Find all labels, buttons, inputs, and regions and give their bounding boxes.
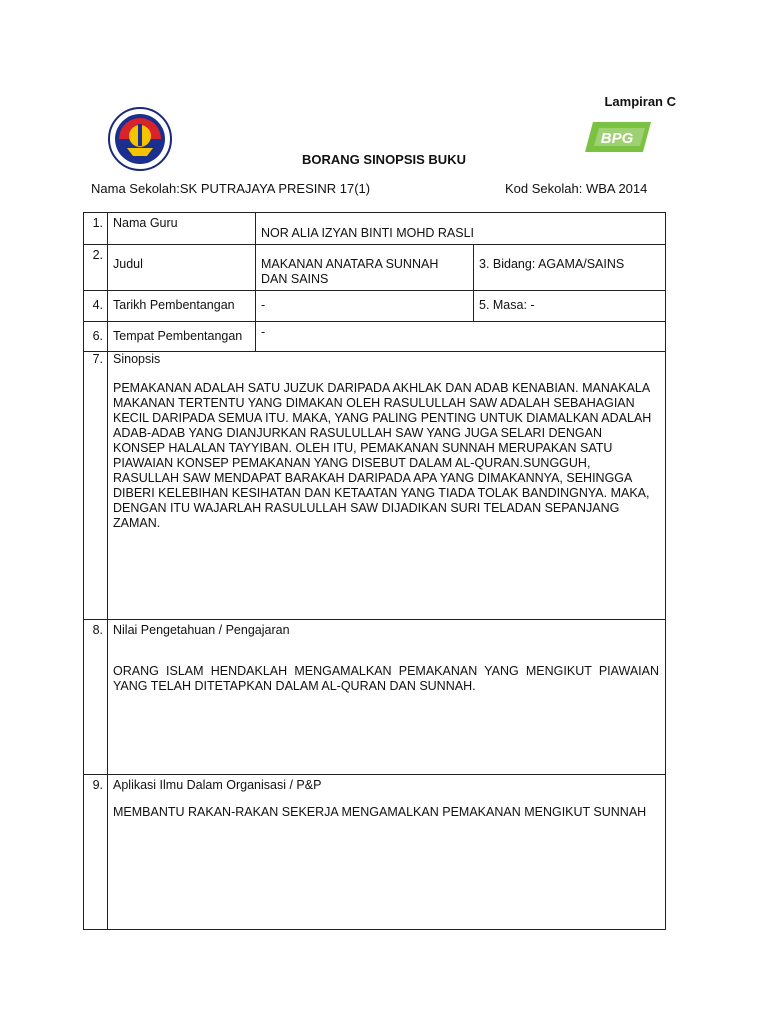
sinopsis-cell bbox=[108, 352, 666, 620]
row-number: 8. bbox=[84, 620, 108, 775]
title-value: MAKANAN ANATARA SUNNAH DAN SAINS bbox=[256, 245, 474, 291]
school-code: Kod Sekolah: WBA 2014 bbox=[505, 181, 648, 196]
masa-value: 5. Masa: - bbox=[474, 291, 666, 322]
field-label: Nama Guru bbox=[108, 213, 256, 245]
teacher-name-value: NOR ALIA IZYAN BINTI MOHD RASLI bbox=[256, 213, 666, 245]
sinopsis-text: PEMAKANAN ADALAH SATU JUZUK DARIPADA AKHLAK DAN ADAB KENABIAN. MANAKALA MAKANAN TERTENTU YANG DIMAKAN OLEH RASULULLAH SAW ADALAH SEBAHAGIAN KECIL DARIPADA SEMUA ITU. MAKA, YANG PALING PENTING UNTUK DIAMALKAN ADALAH ADAB-ADAB YANG DIANJURKAN RASULULLAH SAW YANG JUGA SELARI DENGAN KONSEP HALALAN TAYYIBAN. OLEH ITU, PEMAKANAN SUNNAH MERUPAKAN SATU PIAWAIAN KONSEP PEMAKANAN YANG DISEBUT DALAM AL-QURAN.SUNGGUH, RASULLAH SAW MENDAPAT BARAKAH DARIPADA APA YANG DIMAKANNYA, SEHINGGA DIBERI KELEBIHAN KESIHATAN DAN KETAATAN YANG TIADA TOLAK BANDINGNYA. MAKA, DENGAN ITU WAJARLAH RASULULLAH SAW DIJADIKAN SURI TELADAN SEPANJANG ZAMAN. bbox=[113, 381, 652, 530]
row-aplikasi bbox=[84, 775, 666, 930]
school-name: Nama Sekolah:SK PUTRAJAYA PRESINR 17(1) bbox=[91, 181, 371, 196]
field-label: Aplikasi Ilmu Dalam Organisasi / P&P bbox=[113, 778, 322, 792]
aplikasi-cell bbox=[108, 775, 666, 930]
row-tarikh bbox=[84, 291, 666, 322]
field-label: Nilai Pengetahuan / Pengajaran bbox=[113, 623, 290, 637]
venue-value: - bbox=[256, 322, 666, 352]
synopsis-form-table bbox=[83, 212, 666, 930]
row-sinopsis bbox=[84, 352, 666, 620]
date-value: - bbox=[256, 291, 474, 322]
field-label: Judul bbox=[108, 245, 256, 291]
row-tempat bbox=[84, 322, 666, 352]
lampiran-label: Lampiran C bbox=[604, 94, 676, 109]
bidang-value: 3. Bidang: AGAMA/SAINS bbox=[474, 245, 666, 291]
row-number: 7. bbox=[84, 352, 108, 620]
row-judul bbox=[84, 245, 666, 291]
page-title: BORANG SINOPSIS BUKU bbox=[302, 152, 466, 167]
field-label: Tarikh Pembentangan bbox=[108, 291, 256, 322]
row-number: 6. bbox=[84, 322, 108, 352]
row-number: 2. bbox=[84, 245, 108, 291]
nilai-text: ORANG ISLAM HENDAKLAH MENGAMALKAN PEMAKANAN YANG MENGIKUT PIAWAIAN YANG TELAH DITETAPKAN DALAM AL-QURAN DAN SUNNAH. bbox=[113, 664, 660, 693]
row-nilai bbox=[84, 620, 666, 775]
field-label: Sinopsis bbox=[113, 352, 161, 366]
nilai-cell bbox=[108, 620, 666, 775]
aplikasi-text: MEMBANTU RAKAN-RAKAN SEKERJA MENGAMALKAN PEMAKANAN MENGIKUT SUNNAH bbox=[113, 805, 647, 819]
row-nama-guru bbox=[84, 213, 666, 245]
row-number: 1. bbox=[84, 213, 108, 245]
row-number: 9. bbox=[84, 775, 108, 930]
row-number: 4. bbox=[84, 291, 108, 322]
bpg-logo-text: BPG bbox=[600, 130, 634, 147]
bpg-logo-icon bbox=[583, 118, 653, 156]
field-label: Tempat Pembentangan bbox=[108, 322, 256, 352]
